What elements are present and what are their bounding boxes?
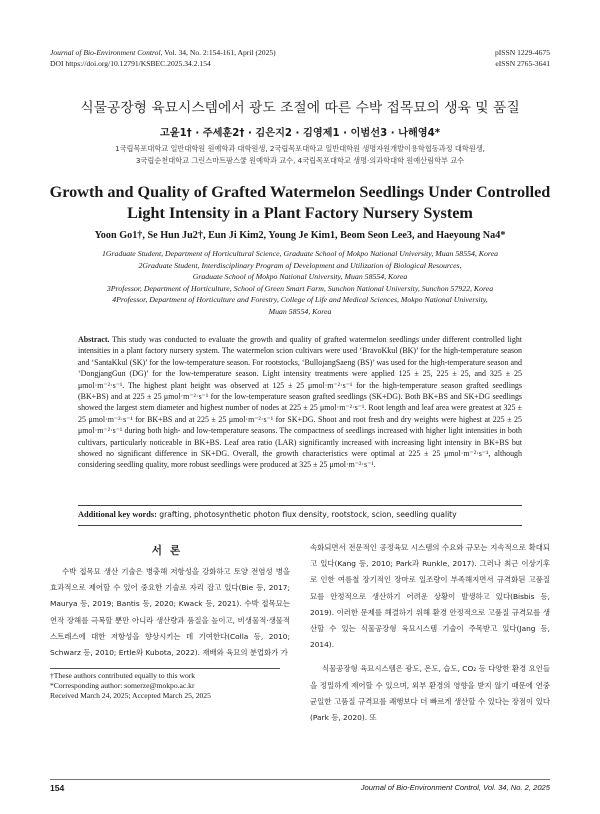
body-column-left (50, 544, 290, 661)
footnotes (50, 671, 290, 701)
pissn: pISSN 1229-4675 (494, 48, 550, 57)
footer-divider (50, 779, 550, 780)
paragraph: 속화되면서 전문적인 공정육묘 시스템의 수요와 규모는 지속적으로 확대되고 있다(Kang 등, 2010; Park과 Runkle, 2017). 그러나 최근 이상기후로 인한 여름철 장기적인 장마로 일조량이 부족해지면서 규격화된 고품질 묘를 안정적으로 생산하기 어려운 상황이 발생하고 있다(Bisbis 등, 2019). 이러한 문제를 해결하기 위해 환경 안정적으로 고품질 규격묘를 생산할 수 있는 식물공장형 육묘시스템 기술이 주목받고 있다(Jang 등, 2014). (310, 543, 550, 650)
received-accepted: Received March 24, 2025; Accepted March 25, 2025 (50, 691, 211, 700)
english-authors: Yoon Go1†, Se Hun Ju2†, Eun Ji Kim2, Young Je Kim1, Beom Seon Lee3, and Haeyoung Na4* (94, 230, 506, 241)
english-affiliations: 1Graduate Student, Department of Horticultural Science, Graduate School of Mokpo National University, Muan 58554, Korea 2Graduate Student, Interdisciplinary Program of Development and Utilization of Biological Resources, Graduate School of Mokpo National University, Muan 58554, Korea 3Professor, Department of Horticulture, School of Green Smart Farm, Sunchon National University, Sunchon 57922, Korea 4Professor, Department of Horticulture and Forestry, College of Life and Medical Sciences, Mokpo National University, Muan 58554, Korea (101, 249, 498, 316)
body-column-right (310, 540, 550, 726)
divider (78, 525, 522, 526)
journal-name: Journal of Bio-Environment Control (50, 48, 161, 57)
equal-contribution-note: †These authors contributed equally to this work (50, 671, 196, 680)
abstract (78, 334, 522, 471)
abstract-label: Abstract. (78, 335, 110, 344)
paragraph: 수박 접목묘 생산 기술은 병충해 저항성을 강화하고 토양 전염성 병을 효과적으로 제어할 수 있어 중요한 기술로 자리 잡고 있다(Bie 등, 2017; Maurya 등, 2019; Bantis 등, 2020; Kwack 등, 2021). 수박 접목묘는 연작 장해를 극복할 뿐만 아니라 생산량과 품질을 높이고, 비생물적·생물적 스트레스에 대한 저항성을 향상시키는 데 기여한다(Colla 등, 2010; Schwarz 등, 2010; Ertle와 Kubota, 2022). 재배와 육묘의 분업화가 가 (50, 567, 290, 658)
corresponding-author: *Corresponding author: somerze@mokpo.ac.kr (50, 681, 195, 690)
english-title: Growth and Quality of Grafted Watermelon Seedlings Under Controlled Light Intensity in a Plant Factory Nursery System (49, 183, 551, 222)
journal-citation: Journal of Bio-Environment Control, Vol. 34, No. 2:154-161, April (2025) (50, 48, 276, 57)
korean-affiliations: 1국립목포대학교 일반대학원 원예학과 대학원생, 2국립목포대학교 일반대학원 생명자원개발이용학협동과정 대학원생, 3국립순천대학교 그린스마트팜스쿨 원예학과 교수, 4국립목포대학교 생명·의과학대학 원예산림학부 교수 (115, 144, 485, 165)
eissn: eISSN 2765-3641 (495, 59, 550, 68)
divider (78, 505, 522, 506)
doi-link[interactable]: DOI https://doi.org/10.12791/KSBEC.2025.34.2.154 (50, 59, 211, 68)
korean-authors: 고윤1† · 주세훈2† · 김은지2 · 김영제1 · 이범선3 · 나해영4* (159, 128, 441, 139)
abstract-text: This study was conducted to evaluate the growth and quality of grafted watermelon seedlings under different controlled light intensities in a plant factory nursery system. The watermelon scion cultivars were used ‘BravoKkul (BK)’ for the high-temperature season and ‘SantaKkul (SK)’ for the low-temperature season. For rootstocks, ‘BullojangSaeng (BS)’ was used for the high-temperature season and ‘DongjangGun (DG)’ for the low-temperature season. Light intensity treatments were applied 125 ± 25, 225 ± 25, and 325 ± 25 μmol·m⁻²·s⁻¹. The highest plant height was observed at 125 ± 25 μmol·m⁻²·s⁻¹ for the high-temperature season grafted seedlings (BK+BS) and at 225 ± 25 μmol·m⁻²·s⁻¹ for the low-temperature season grafted seedlings (SK+DG). Both BK+BS and SK+DG seedlings showed the largest stem diameter and highest number of nodes at 225 ± 25 μmol·m⁻²·s⁻¹. Root length and leaf area were greatest at 325 ± 25 μmol·m⁻²·s⁻¹ for BK+BS and at 225 ± 25 μmol·m⁻²·s⁻¹ for SK+DG. Shoot and root fresh and dry weights were highest at 225 ± 25 μmol·m⁻²·s⁻¹ during both high- and low-temperature seasons. The compactness of seedlings increased with higher light intensities in both cultivars, particularly noticeable in BK+BS. Leaf area ratio (LAR) significantly increased with increasing light intensity in BK+BS but showed no significant difference in SK+DG. Overall, the growth characteristics were optimal at 225 ± 25 μmol·m⁻²·s⁻¹, although considering seedling quality, more robust seedlings were produced at 325 ± 25 μmol·m⁻²·s⁻¹. (78, 335, 522, 470)
keywords-label: Additional key words: (78, 510, 157, 519)
keywords (78, 509, 522, 520)
keywords-text: grafting, photosynthetic photon flux density, rootstock, scion, seedling quality (156, 510, 457, 519)
section-title: 서론 (151, 545, 189, 557)
footnote-divider (50, 668, 280, 669)
footer-journal: Journal of Bio-Environment Control, Vol. 34, No. 2, 2025 (360, 783, 550, 792)
korean-title: 식물공장형 육묘시스템에서 광도 조절에 따른 수박 접목묘의 생육 및 품질 (80, 100, 520, 116)
page-number: 154 (50, 783, 65, 793)
paragraph: 식물공장형 육묘시스템은 광도, 온도, 습도, CO₂ 등 다양한 환경 요인들을 정밀하게 제어할 수 있으며, 외부 환경의 영향을 받지 않기 때문에 연중 균일한 고품질 규격묘를 쾌행보다 더 빠르게 생산할 수 있다는 장점이 있다(Park 등, 2020). 또 (310, 664, 550, 723)
